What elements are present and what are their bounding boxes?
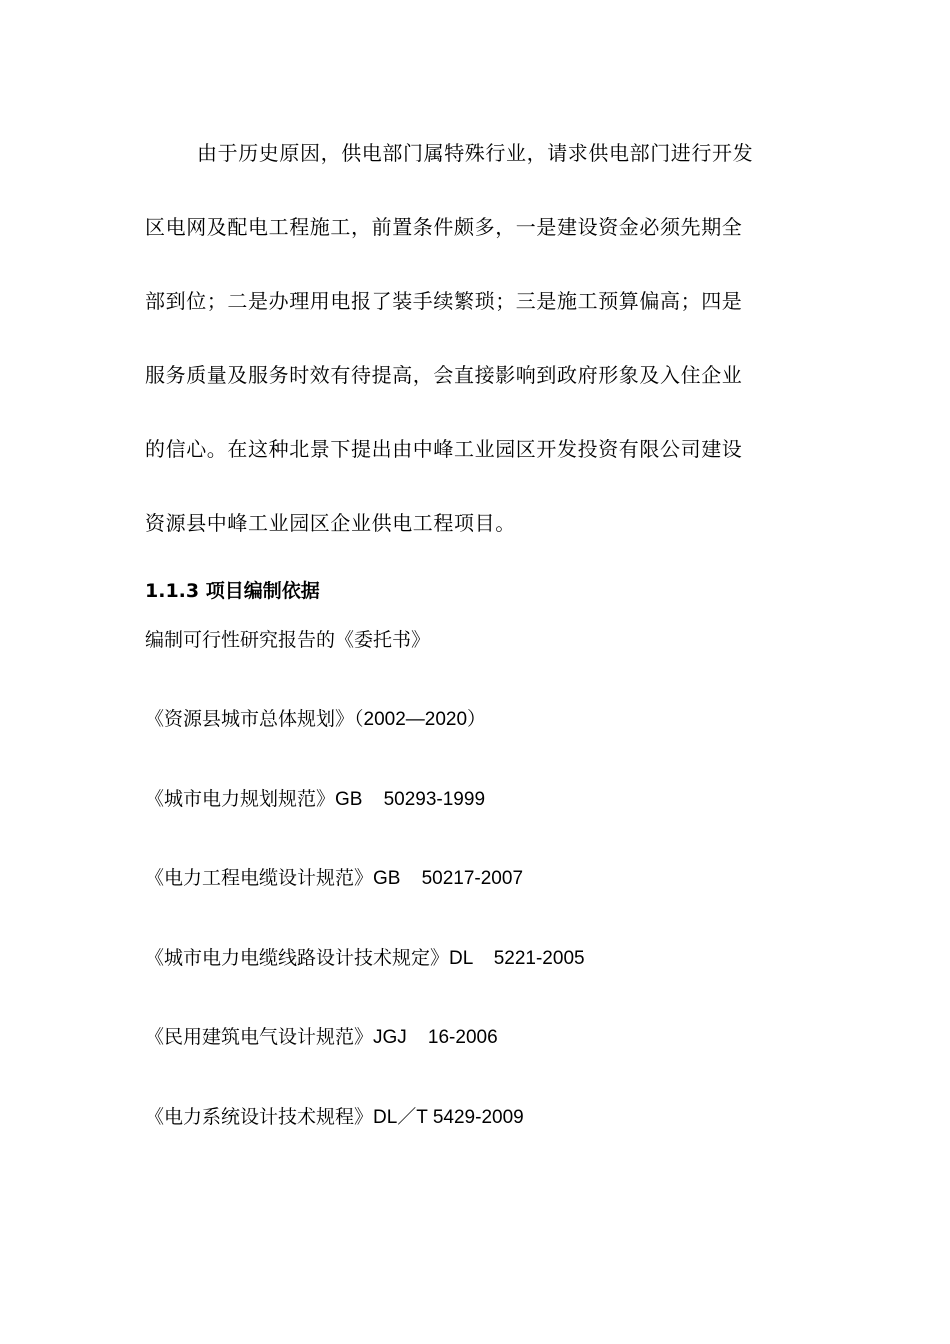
paragraph-line-6: 资源县中峰工业园区企业供电工程项目。: [145, 511, 516, 535]
reference-title: 《资源县城市总体规划》: [145, 708, 355, 730]
reference-code: DL 5221-2005: [449, 948, 585, 969]
reference-title: 《电力系统设计技术规程》: [145, 1106, 374, 1128]
reference-item-3: [145, 864, 523, 893]
reference-item-4: [145, 944, 585, 973]
reference-code: JGJ 16-2006: [373, 1027, 498, 1048]
reference-item-5: [145, 1023, 498, 1052]
section-heading: 1.1.3 项目编制依据: [145, 580, 320, 602]
reference-title: 《民用建筑电气设计规范》: [145, 1026, 374, 1048]
reference-code: GB 50217-2007: [373, 868, 524, 889]
reference-item-2: [145, 785, 485, 814]
reference-title: 《城市电力规划规范》: [145, 788, 336, 810]
reference-title: 《电力工程电缆设计规范》: [145, 867, 374, 889]
basis-intro: 编制可行性研究报告的《委托书》: [145, 629, 431, 651]
reference-title: 《城市电力电缆线路设计技术规定》: [145, 947, 450, 969]
paragraph-line-4: 服务质量及服务时效有待提高，会直接影响到政府形象及入住企业: [145, 363, 743, 387]
reference-item-6: [145, 1103, 524, 1132]
paragraph-line-3: 部到位；二是办理用电报了装手续繁琐；三是施工预算偏高；四是: [145, 289, 743, 313]
reference-code: GB 50293-1999: [335, 789, 486, 810]
paragraph-line-1: 由于历史原因，供电部门属特殊行业，请求供电部门进行开发: [197, 141, 754, 165]
paragraph-line-2: 区电网及配电工程施工，前置条件颇多，一是建设资金必须先期全: [145, 215, 743, 239]
reference-item-1: [145, 705, 486, 734]
reference-code: DL／T 5429-2009: [373, 1107, 524, 1128]
paragraph-line-5: 的信心。在这种北景下提出由中峰工业园区开发投资有限公司建设: [145, 437, 743, 461]
reference-code: （2002—2020）: [354, 709, 487, 730]
